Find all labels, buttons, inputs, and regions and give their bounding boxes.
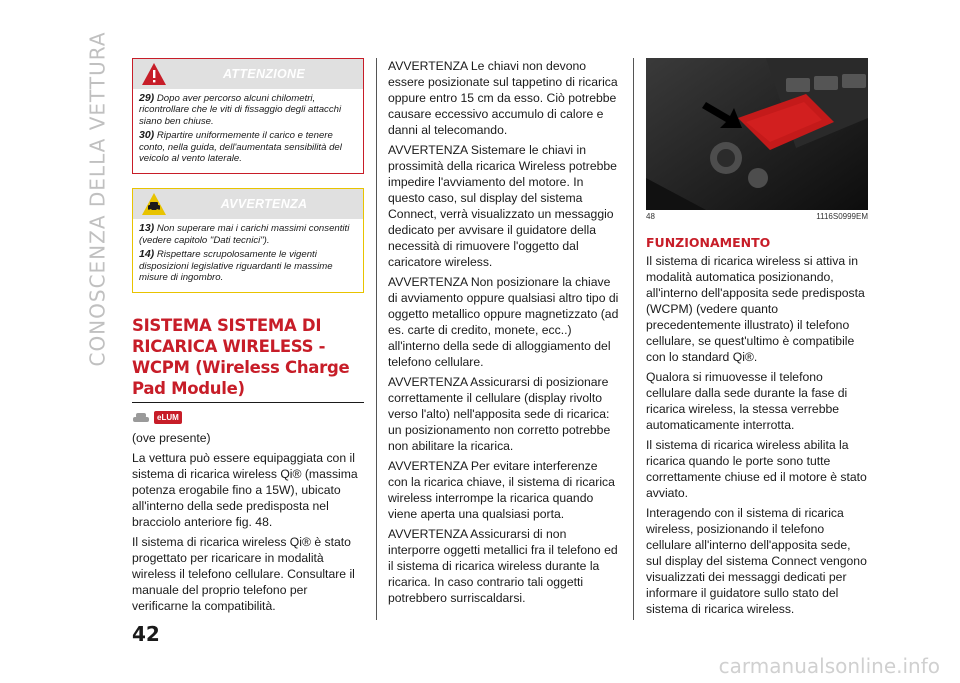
warning-box	[132, 188, 364, 293]
attention-item: 30) Ripartire uniformemente il carico e tenere conto, nella guida, dell'aumentata sensibilità del veicolo al vento laterale.	[139, 129, 342, 165]
attention-body	[133, 89, 363, 173]
paragraph: Il sistema di ricarica wireless Qi® è stato progettato per ricaricare in modalità wireless il telefono cellulare. Consultare il manuale del proprio telefono per verificarne la compatibilità.	[132, 535, 355, 614]
warning-item: 13) Non superare mai i carichi massimi consentiti (vedere capitolo "Dati tecnici").	[139, 222, 350, 246]
column-divider	[633, 58, 634, 620]
figure-code: 1116S0999EM	[816, 212, 868, 221]
elum-badge: eLUM	[154, 411, 182, 424]
car-warning-icon	[141, 191, 167, 217]
paragraph: AVVERTENZA Le chiavi non devono essere posizionate sul tappetino di ricarica oppure entro 15 cm da esso. Ciò potrebbe causare eccessivo accumulo di calore e danni al telecomando.	[388, 59, 618, 137]
paragraph: La vettura può essere equipaggiata con il sistema di ricarica wireless Qi® (massima potenza erogabile fino a 15W), ubicato all'interno della sede predisposta nel bracciolo anteriore fig. 48.	[132, 451, 358, 530]
subsection-title: FUNZIONAMENTO	[646, 235, 771, 250]
column-middle	[388, 58, 620, 610]
console-photo	[646, 58, 868, 210]
paragraph: AVVERTENZA Assicurarsi di posizionare correttamente il cellulare (display rivolto verso l'alto) nell'apposita sede di ricarica: un posizionamento non corretto potrebbe non abilitare la ricarica.	[388, 375, 611, 453]
paragraph: Qualora si rimuovesse il telefono cellulare dalla sede durante la fase di ricarica wireless, la stessa verrebbe automaticamente interrotta.	[646, 370, 848, 432]
column-divider	[376, 58, 377, 620]
attention-box	[132, 58, 364, 174]
column-right	[646, 58, 868, 621]
paragraph: AVVERTENZA Per evitare interferenze con la ricarica chiave, il sistema di ricarica wireless interrompe la ricarica quando viene aperta una qualsiasi porta.	[388, 459, 615, 521]
danger-icon	[141, 61, 167, 87]
column-left	[132, 58, 364, 618]
warning-header	[133, 189, 363, 219]
paragraph: Interagendo con il sistema di ricarica wireless, posizionando il telefono cellulare all'interno dell'apposita sede, sul display del sistema Connect vengono visualizzati dei messaggi dedicati per informare il guidatore sullo stato del sistema di ricarica wireless.	[646, 506, 867, 616]
warning-body	[133, 219, 363, 292]
feature-badges	[132, 411, 364, 424]
paragraph: (ove presente)	[132, 431, 211, 446]
warning-title: AVVERTENZA	[220, 197, 308, 212]
figure-number: 48	[646, 212, 655, 221]
car-icon	[132, 412, 150, 424]
page-number: 42	[132, 622, 160, 646]
paragraph: AVVERTENZA Assicurarsi di non interporre oggetti metallici fra il telefono ed il sistema di ricarica wireless durante la ricarica. In caso contrario tali oggetti potrebbero surriscaldarsi.	[388, 527, 618, 605]
attention-title: ATTENZIONE	[223, 67, 305, 81]
side-chapter-title: CONOSCENZA DELLA VETTURA	[86, 31, 111, 367]
warning-item: 14) Rispettare scrupolosamente le vigenti disposizioni legislative riguardanti le massime misure di ingombro.	[139, 248, 333, 284]
paragraph: AVVERTENZA Non posizionare la chiave di avviamento oppure qualsiasi altro tipo di oggetto metallico oppure magnetizzato (ad es. carte di credito, monete, ecc..) all'interno della sede di alloggiamento del telefono cellulare.	[388, 275, 619, 369]
paragraph: AVVERTENZA Sistemare le chiavi in prossimità della ricarica Wireless potrebbe impedire l'avviamento del motore. In questo caso, sul display del sistema Connect, verrà visualizzato un messaggio dedicato per avvisare il guidatore della necessità di rimuovere l'oggetto dal caricatore wireless.	[388, 143, 617, 269]
figure-caption	[646, 212, 868, 221]
section-title: SISTEMA SISTEMA DI RICARICA WIRELESS - WCPM (Wireless Charge Pad Module)	[132, 315, 364, 403]
attention-item: 29) Dopo aver percorso alcuni chilometri, ricontrollare che le viti di fissaggio degli attacchi siano ben chiuse.	[139, 92, 342, 127]
paragraph: Il sistema di ricarica wireless abilita la ricarica quando le porte sono tutte correttamente chiuse ed il motore è stato avviato.	[646, 438, 867, 500]
charging-pad-illustration	[646, 58, 868, 210]
attention-header	[133, 59, 363, 89]
paragraph: Il sistema di ricarica wireless si attiva in modalità automatica posizionando, all'interno dell'apposita sede predisposta (WCPM) (vedere quanto precedentemente illustrato) il telefono cellulare, se quest'ultimo è compatibile con lo standard Qi®.	[646, 254, 865, 364]
watermark: carmanualsonline.info	[718, 654, 940, 678]
